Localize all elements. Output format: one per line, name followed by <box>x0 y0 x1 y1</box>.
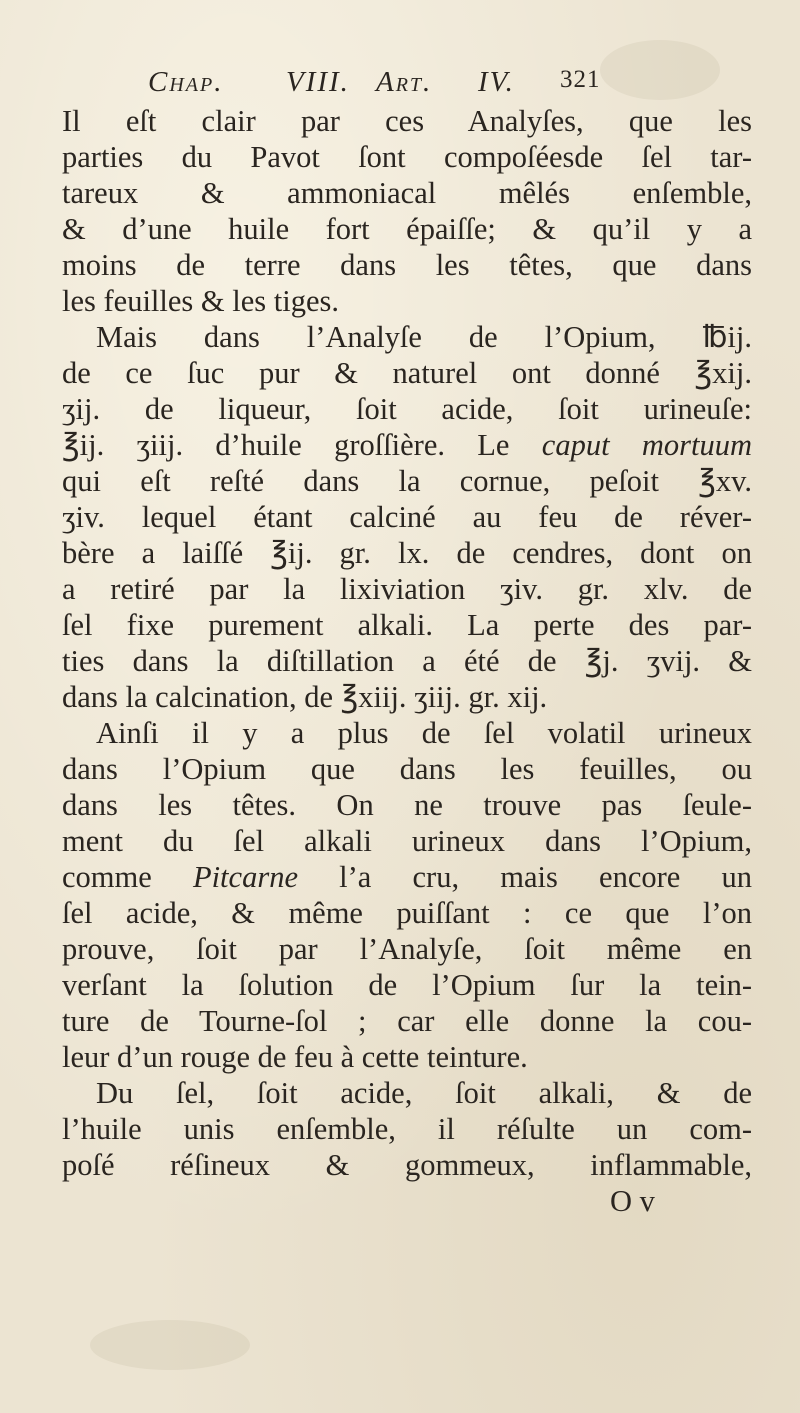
line-text: verſant la ſolution de l’Opium ſur la tein- <box>62 968 752 1002</box>
text-line <box>62 499 752 535</box>
header-article: Art. <box>376 66 433 98</box>
line-text: les feuilles & les tiges. <box>62 284 339 318</box>
text-line <box>62 211 752 247</box>
text-line <box>62 715 752 751</box>
text-line <box>62 607 752 643</box>
text-line <box>62 103 752 139</box>
text-line <box>62 1075 752 1111</box>
text-line <box>62 1003 752 1039</box>
text-line <box>62 643 752 679</box>
line-text: de ce ſuc pur & naturel ont donné ℥xij. <box>62 356 752 390</box>
italic-phrase: caput mortuum <box>541 428 752 462</box>
header-chapter-number: VIII. <box>286 66 350 98</box>
text-line <box>62 535 752 571</box>
line-text: Il eſt clair par ces Analyſes, que les <box>62 104 752 138</box>
text-line <box>62 1147 752 1183</box>
line-text: Du ſel, ſoit acide, ſoit alkali, & de <box>96 1076 752 1110</box>
text-line <box>62 355 752 391</box>
text-line <box>62 319 752 355</box>
text-line <box>62 1111 752 1147</box>
line-text: dans l’Opium que dans les feuilles, ou <box>62 752 752 786</box>
header-article-number: IV. <box>478 66 515 98</box>
text-line <box>62 391 752 427</box>
line-text: bère a laiſſé ℥ij. gr. lx. de cendres, dont on <box>62 536 752 570</box>
line-text: dans la calcination, de ℥xiij. ʒiij. gr. xij. <box>62 680 548 714</box>
text-line <box>62 751 752 787</box>
body-text <box>62 103 752 1219</box>
text-line <box>62 571 752 607</box>
line-text: ℥ij. ʒiij. d’huile groſſière. Le <box>62 428 542 462</box>
line-text: poſé réſineux & gommeux, inflammable, <box>62 1148 752 1182</box>
text-line <box>62 823 752 859</box>
text-line <box>62 895 752 931</box>
signature-mark: O v <box>610 1184 655 1218</box>
line-text-after: l’a cru, mais encore un <box>297 860 752 894</box>
line-text: ties dans la diſtillation a été de ℥j. ʒvij. & <box>62 644 752 678</box>
page-number: 321 <box>560 66 601 93</box>
line-text: Mais dans l’Analyſe de l’Opium, ℔ij. <box>96 320 752 354</box>
text-line <box>62 679 752 715</box>
text-line <box>62 463 752 499</box>
line-text: ſel fixe purement alkali. La perte des par- <box>62 608 752 642</box>
text-line <box>62 427 752 463</box>
line-text: ment du ſel alkali urineux dans l’Opium, <box>62 824 752 858</box>
text-line <box>62 283 752 319</box>
line-text: qui eſt reſté dans la cornue, peſoit ℥xv. <box>62 464 752 498</box>
line-text: l’huile unis enſemble, il réſulte un com- <box>62 1112 752 1146</box>
italic-phrase: Pitcarne <box>192 860 298 894</box>
line-text: ʒij. de liqueur, ſoit acide, ſoit urineuſe: <box>62 392 752 426</box>
line-text: comme <box>62 860 193 894</box>
text-line <box>62 247 752 283</box>
running-header <box>148 66 648 106</box>
line-text: leur d’un rouge de feu à cette teinture. <box>62 1040 528 1074</box>
text-line <box>62 139 752 175</box>
line-text: tareux & ammoniacal mêlés enſemble, <box>62 176 752 210</box>
text-line <box>62 859 752 895</box>
text-line <box>62 967 752 1003</box>
line-text: a retiré par la lixiviation ʒiv. gr. xlv. de <box>62 572 752 606</box>
line-text: Ainſi il y a plus de ſel volatil urineux <box>96 716 752 750</box>
line-text: & d’une huile fort épaiſſe; & qu’il y a <box>62 212 752 246</box>
line-text: ture de Tourne-ſol ; car elle donne la cou- <box>62 1004 752 1038</box>
line-text: moins de terre dans les têtes, que dans <box>62 248 752 282</box>
line-text: prouve, ſoit par l’Analyſe, ſoit même en <box>62 932 752 966</box>
text-line <box>62 175 752 211</box>
paper-stain <box>90 1320 250 1370</box>
text-line <box>62 787 752 823</box>
text-line <box>62 931 752 967</box>
text-line <box>62 1039 752 1075</box>
header-chapter: Chap. <box>148 66 224 98</box>
line-text: dans les têtes. On ne trouve pas ſeule- <box>62 788 752 822</box>
line-text: ſel acide, & même puiſſant : ce que l’on <box>62 896 752 930</box>
line-text: parties du Pavot ſont compoſéesde ſel tar- <box>62 140 752 174</box>
line-text: ʒiv. lequel étant calciné au feu de réver- <box>62 500 752 534</box>
